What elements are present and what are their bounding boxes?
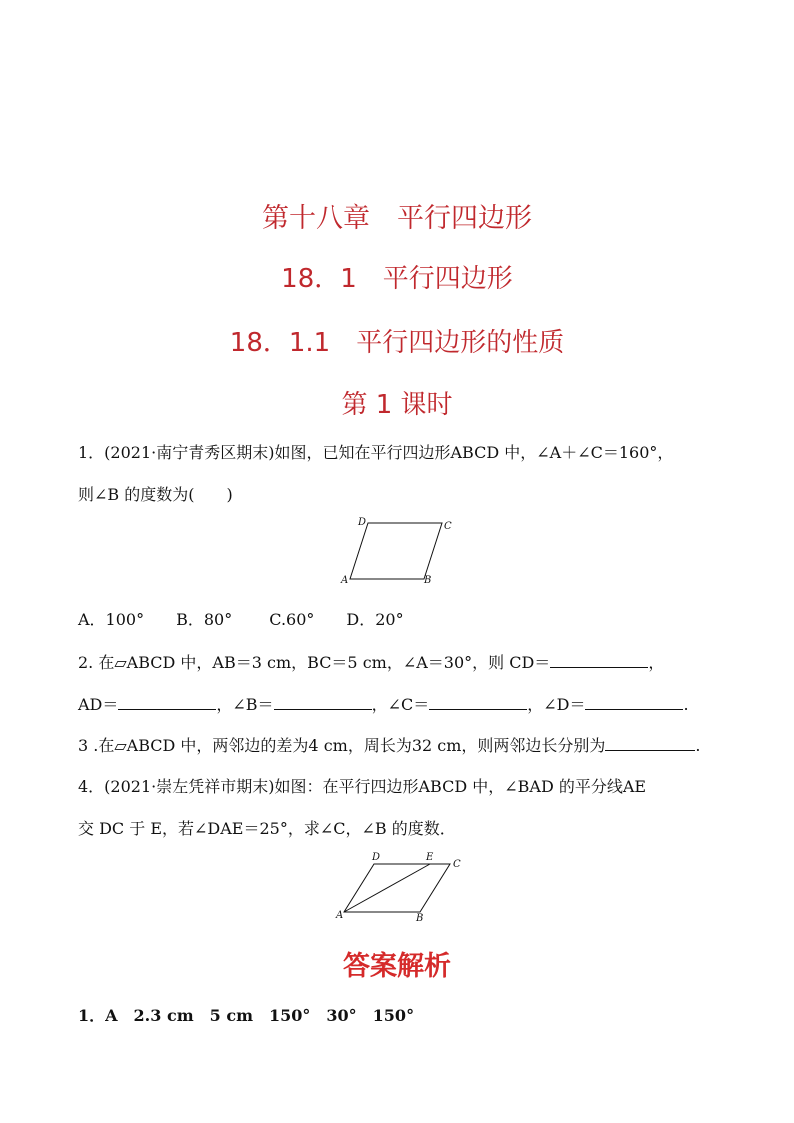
q3-text: 3 .在▱ABCD 中，两邻边的差为4 cm，周长为32 cm，则两邻边长分别为 [78,736,606,755]
q2-text-b: ，∠B＝ [216,695,274,714]
q2-text-end: ， [648,653,665,672]
q2-line-1 [78,650,664,673]
label-b: B [424,575,432,586]
section-title: 18．1 平行四边形 [281,264,513,294]
q2-text-a: 2. 在▱ABCD 中，AB＝3 cm，BC＝5 cm，∠A＝30°，则 CD＝ [78,653,551,672]
q2-text-d: ，∠D＝ [527,695,586,714]
bisector-ae [344,864,430,912]
q4-line-2: 交 DC 于 E，若∠DAE＝25°，求∠C，∠B 的度数． [78,819,456,838]
q3-end: . [695,736,701,755]
answer-blank-angle-c[interactable] [429,695,527,710]
parallelogram-abcd [344,864,450,912]
chapter-title: 第十八章 平行四边形 [262,203,532,234]
label-d: D [358,517,367,528]
label-e: E [426,852,434,863]
q1-line-2: 则∠B 的度数为( ) [78,485,233,504]
label-a: A [341,575,349,586]
label-c: C [453,859,461,870]
answer-blank-cd[interactable] [550,653,648,668]
q1-parallelogram-figure [336,515,466,587]
answer-blank-angle-b[interactable] [274,695,372,710]
answer-blank-ad[interactable] [118,695,216,710]
q1-options: A．100° B．80° C.60° D．20° [78,610,404,629]
q2-text-end2: . [683,695,689,714]
lesson-title: 第 1 课时 [341,390,453,420]
label-d: D [372,852,381,863]
q2-line-2 [78,692,689,715]
q4-line-1: 4．(2021·崇左凭祥市期末)如图：在平行四边形ABCD 中，∠BAD 的平分线AE [78,777,647,796]
subsection-title: 18．1.1 平行四边形的性质 [229,328,565,358]
q4-parallelogram-figure [332,850,472,925]
answers-line: 1．A 2.3 cm 5 cm 150° 30° 150° [78,1006,415,1025]
q3-line [78,733,701,756]
q1-line-1: 1．(2021·南宁青秀区期末)如图，已知在平行四边形ABCD 中，∠A＋∠C＝160°， [78,443,674,462]
parallelogram-abcd [350,523,442,579]
label-a: A [336,910,344,921]
q2-text-c: ，∠C＝ [371,695,430,714]
answers-title: 答案解析 [343,951,451,982]
answer-blank-sides[interactable] [605,736,695,751]
answer-blank-angle-d[interactable] [585,695,683,710]
label-c: C [444,521,452,532]
q2-text-ad: AD＝ [78,695,119,714]
label-b: B [416,913,424,924]
